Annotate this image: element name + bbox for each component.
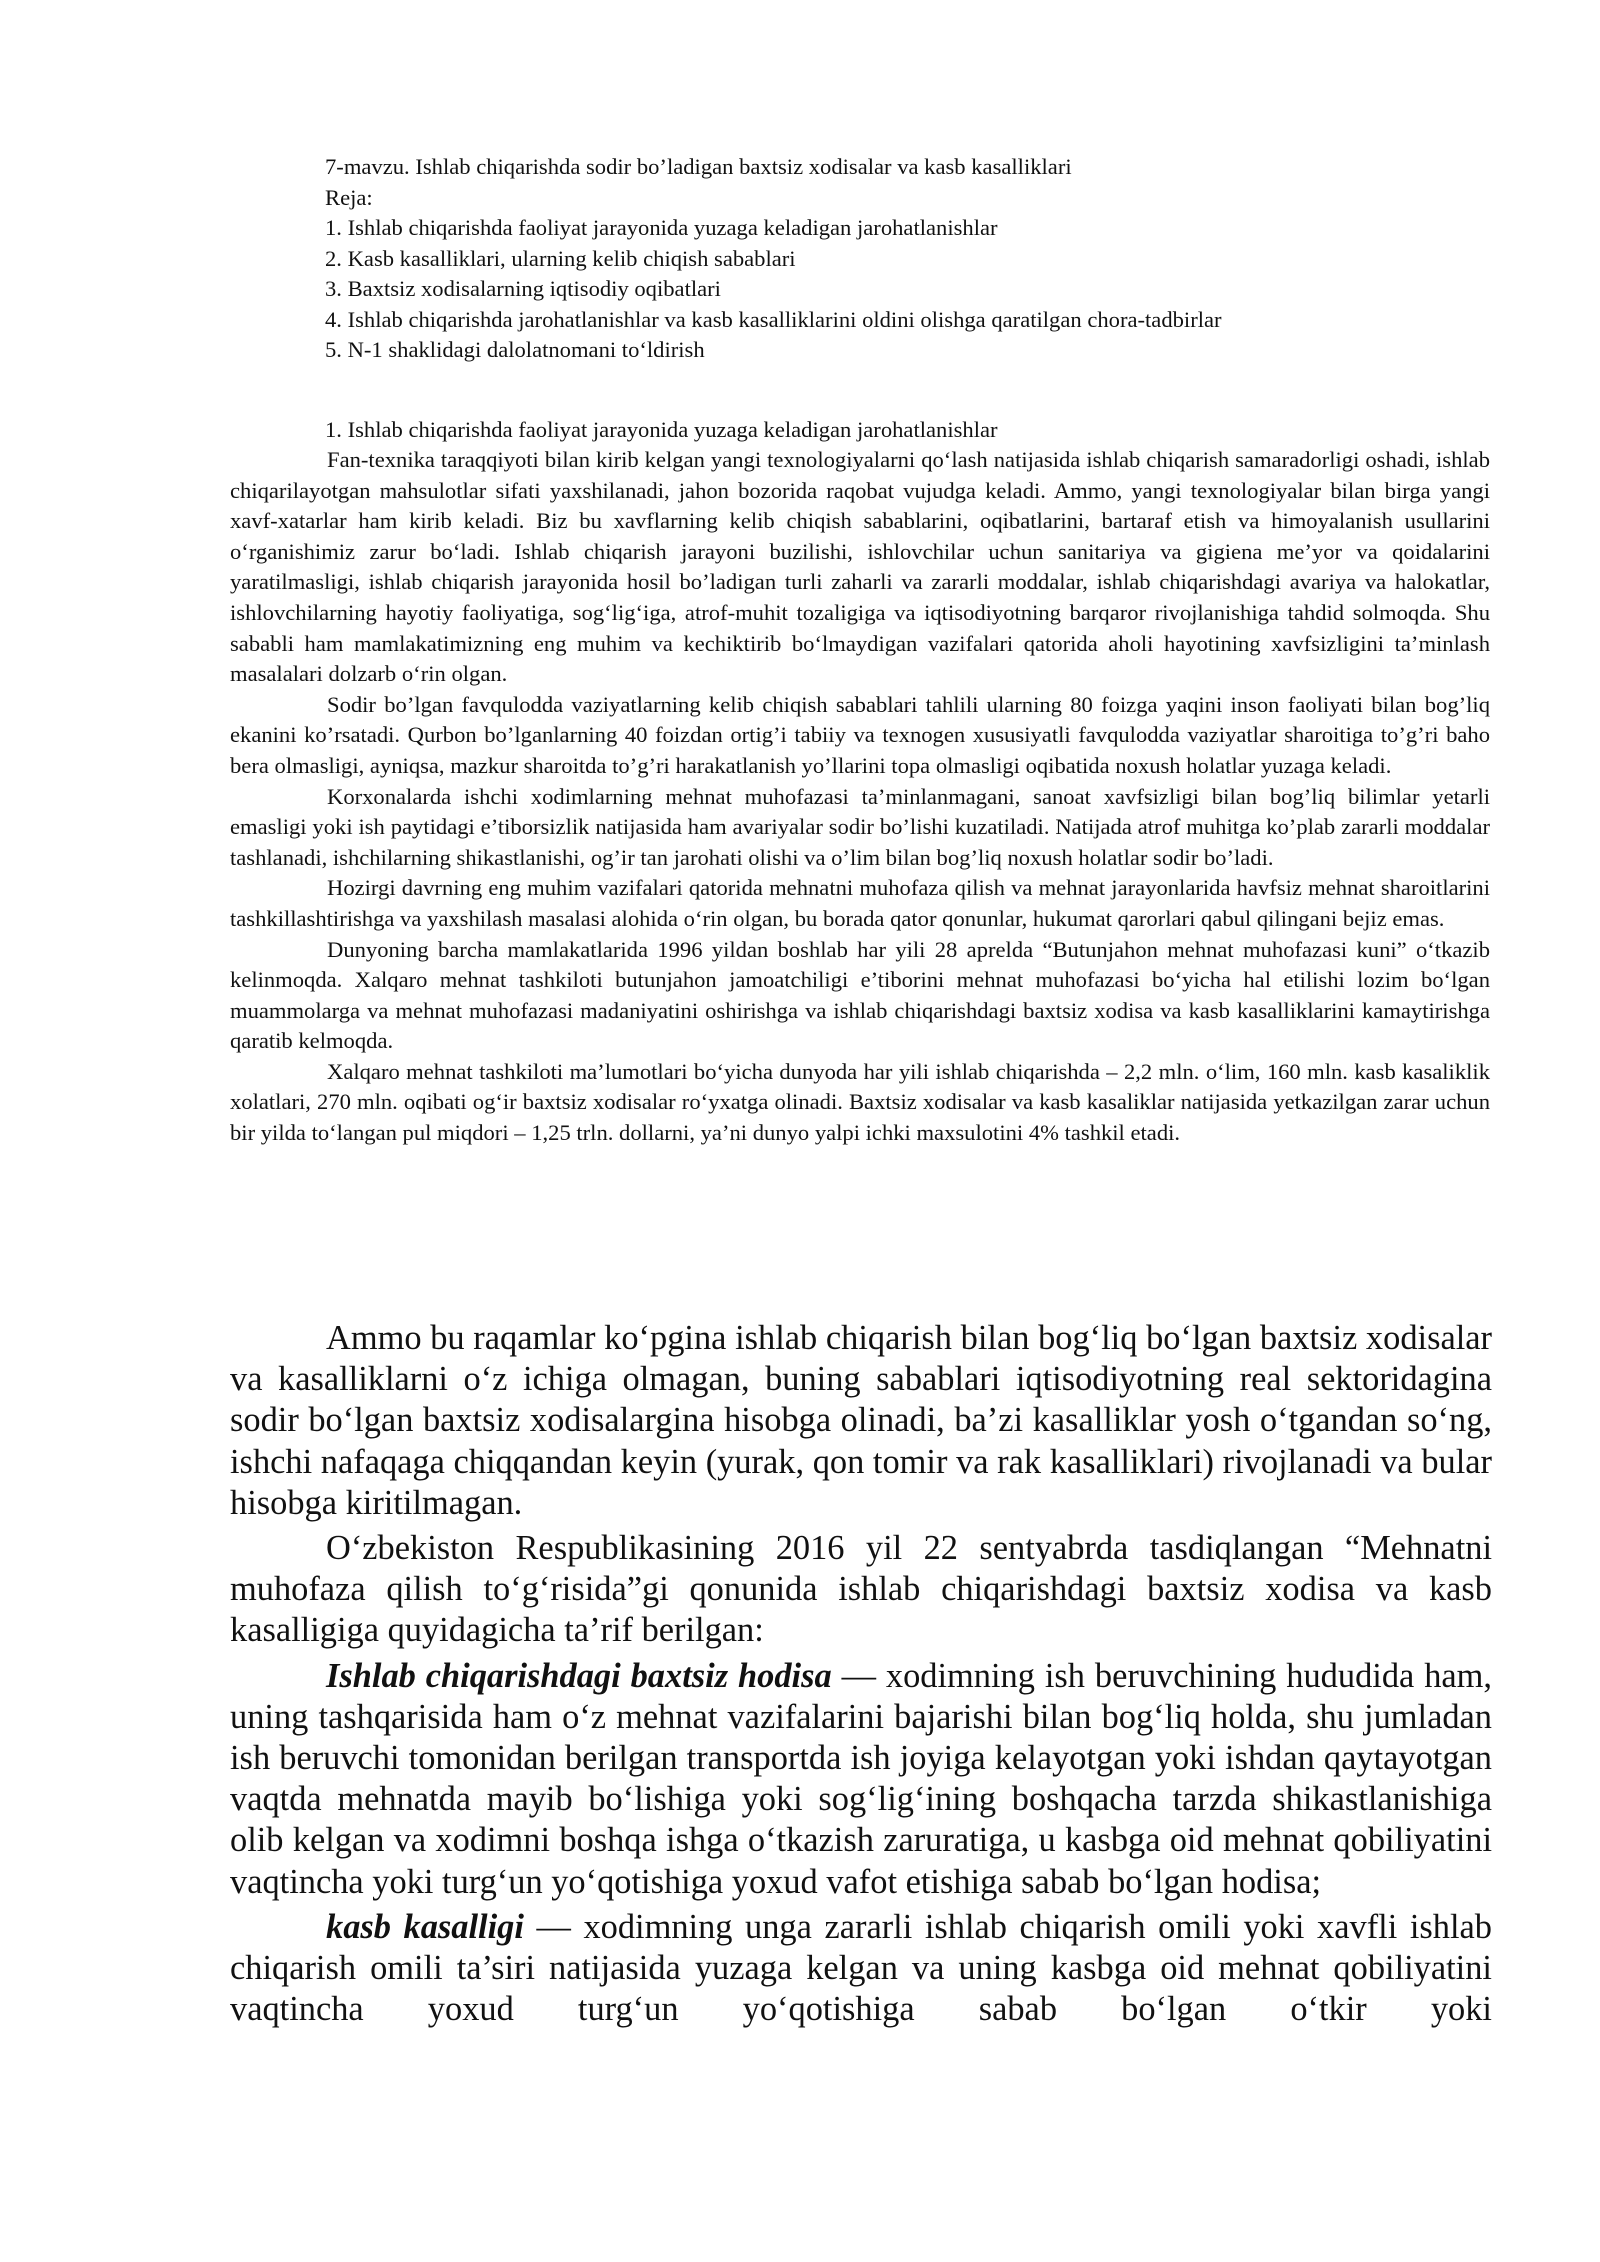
definition-text: — xodimning unga zararli ishlab chiqarish omili yoki xavfli ishlab chiqarish omili ta’siri natijasida yuzaga kelgan va uning kasbga oid mehnat qobiliyatini vaqtincha yoxud turg‘un yo‘qotishiga sabab bo‘lgan o‘tkir yoki — [230, 1907, 1492, 2029]
topic-title: 7-mavzu. Ishlab chiqarishda sodir bo’ladigan baxtsiz xodisalar va kasb kasalliklari — [325, 154, 1072, 179]
definition-accident — [230, 1656, 1492, 1903]
paragraph: Xalqaro mehnat tashkiloti ma’lumotlari bo‘yicha dunyoda har yili ishlab chiqarishda – 2,2 mln. o‘lim, 160 mln. kasb kasaliklik xolatlari, 270 mln. oqibati og‘ir baxtsiz xodisalar ro‘yxatga olinadi. Baxtsiz xodisalar va kasb kasaliklar natijasida yetkazilgan zarar uchun bir yilda to‘langan pul miqdori – 1,25 trln. dollarni, ya’ni dunyo yalpi ichki maxsulotini 4% tashkil etadi. — [230, 1058, 1490, 1146]
plan-item: 5. N-1 shaklidagi dalolatnomani to‘ldirish — [325, 337, 705, 362]
plan-item: 1. Ishlab chiqarishda faoliyat jarayonida yuzaga keladigan jarohatlanishlar — [325, 215, 998, 240]
definition-occupational-disease — [230, 1907, 1492, 2031]
plan-item: 4. Ishlab chiqarishda jarohatlanishlar va kasb kasalliklarini oldini olishga qaratilgan chora-tadbirlar — [325, 306, 1222, 332]
paragraph: Korxonalarda ishchi xodimlarning mehnat muhofazasi ta’minlanmagani, sanoat xavfsizligi bilan bog’liq bilimlar yetarli emasligi yoki ish paytidagi e’tiborsizlik natijasida ham avariyalar sodir bo’lishi kuzatiladi. Natijada atrof muhitga ko’plab zararli moddalar tashlanadi, ishchilarning shikastlanishi, og’ir tan jarohati olishi va o’lim bilan bog’liq noxush holatlar sodir bo’ladi. — [230, 783, 1490, 870]
large-text-body — [230, 1318, 1492, 2034]
plan-item: 2. Kasb kasalliklari, ularning kelib chiqish sabablari — [325, 245, 796, 271]
definition-term: Ishlab chiqarishdagi baxtsiz hodisa — [326, 1656, 832, 1695]
paragraph: Hozirgi davrning eng muhim vazifalari qatorida mehnatni muhofaza qilish va mehnat jarayonlarida havfsiz mehnat sharoitlarini tashkillashtirishga va yaxshilash masalasi alohida o‘rin olgan, bu borada qator qonunlar, hukumat qarorlari qabul qilingani bejiz emas. — [230, 875, 1490, 931]
paragraph: Sodir bo’lgan favqulodda vaziyatlarning kelib chiqish sabablari tahlili ularning 80 foizga yaqini inson faoliyati bilan bog’liq ekanini ko’rsatadi. Qurbon bo’lganlarning 40 foizdan ortig’i tabiiy va texnogen xususiyatli favqulodda vaziyatlar sharoitiga to’g’ri baho bera olmasligi, ayniqsa, mazkur sharoitda to’g’ri harakatlanish yo’llarini topa olmasligi oqibatida noxush holatlar yuzaga keladi. — [230, 691, 1490, 778]
paragraph: Ammo bu raqamlar ko‘pgina ishlab chiqarish bilan bog‘liq bo‘lgan baxtsiz xodisalar va kasalliklarni o‘z ichiga olmagan, buning sabablari iqtisodiyotning real sektoridagina sodir bo‘lgan baxtsiz xodisalargina hisobga olinadi, ba’zi kasalliklar yosh o‘tgandan so‘ng, ishchi nafaqaga chiqqandan keyin (yurak, qon tomir va rak kasalliklari) rivojlanadi va bular hisobga kiritilmagan. — [230, 1319, 1492, 1522]
paragraph: Fan-texnika taraqqiyoti bilan kirib kelgan yangi texnologiyalarni qo‘lash natijasida ishlab chiqarish samaradorligi oshadi, ishlab chiqarilayotgan mahsulotlar sifati yaxshilanadi, jahon bozorida raqobat vujudga keladi. Ammo, yangi texnologiyalar bilan birga yangi xavf-xatarlar ham kirib keladi. Biz bu xavflarning kelib chiqish sabablarini, oqibatlarini, bartaraf etish va himoyalanish usullarini o‘rganishimiz zarur bo‘ladi. Ishlab chiqarish jarayoni buzilishi, ishlovchilar uchun sanitariya va gigiena me’yor va qoidalarini yaratilmasligi, ishlab chiqarish jarayonida hosil bo’ladigan turli zaharli va zararli moddalar, ishlab chiqarishdagi avariya va halokatlar, ishlovchilarning hayotiy faoliyatiga, sog‘lig‘iga, atrof-muhit tozaligiga va iqtisodiyotning barqaror rivojlanishiga tahdid solmoqda. Shu sababli ham mamlakatimizning eng muhim va kechiktirib bo‘lmaydigan vazifalari qatorida aholi hayotining xavfsizligini ta’minlash masalalari dolzarb o‘rin olgan. — [230, 447, 1490, 687]
paragraph: O‘zbekiston Respublikasining 2016 yil 22 sentyabrda tasdiqlangan “Mehnatni muhofaza qilish to‘g‘risida”gi qonunida ishlab chiqarishdagi baxtsiz xodisa va kasb kasalligiga quyidagicha ta’rif berilgan: — [230, 1529, 1492, 1650]
document-header — [325, 152, 1222, 366]
plan-item: 3. Baxtsiz xodisalarning iqtisodiy oqibatlari — [325, 276, 721, 301]
section-title: 1. Ishlab chiqarishda faoliyat jarayonida yuzaga keladigan jarohatlanishlar — [325, 417, 998, 442]
definition-text: — xodimning ish beruvchining hududida ham, uning tashqarisida ham o‘z mehnat vazifalarini bajarishi bilan bog‘liq holda, shu jumladan ish beruvchi tomonidan berilgan transportda ish joyiga kelayotgan yoki ishdan qaytayotgan vaqtda mehnatda mayib bo‘lishiga yoki sog‘lig‘ining boshqacha tarzda shikastlanishiga olib kelgan va xodimni boshqa ishga o‘tkazish zaruratiga, u kasbga oid mehnat qobiliyatini vaqtincha yoki turg‘un yo‘qotishiga yoxud vafot etishiga sabab bo‘lgan hodisa; — [230, 1656, 1493, 1901]
paragraph: Dunyoning barcha mamlakatlarida 1996 yildan boshlab har yili 28 aprelda “Butunjahon mehnat muhofazasi kuni” o‘tkazib kelinmoqda. Xalqaro mehnat tashkiloti butunjahon jamoatchiligi e’tiborini mehnat muhofazasi bo‘yicha hal etilishi lozim bo‘lgan muammolarga va mehnat muhofazasi madaniyatini oshirishga va ishlab chiqarishdagi baxtsiz xodisa va kasb kasalliklarini kamaytirishga qaratib kelmoqda. — [230, 936, 1490, 1054]
plan-label: Reja: — [325, 184, 373, 210]
section-body — [230, 445, 1490, 1149]
definition-term: kasb kasalligi — [326, 1907, 524, 1946]
